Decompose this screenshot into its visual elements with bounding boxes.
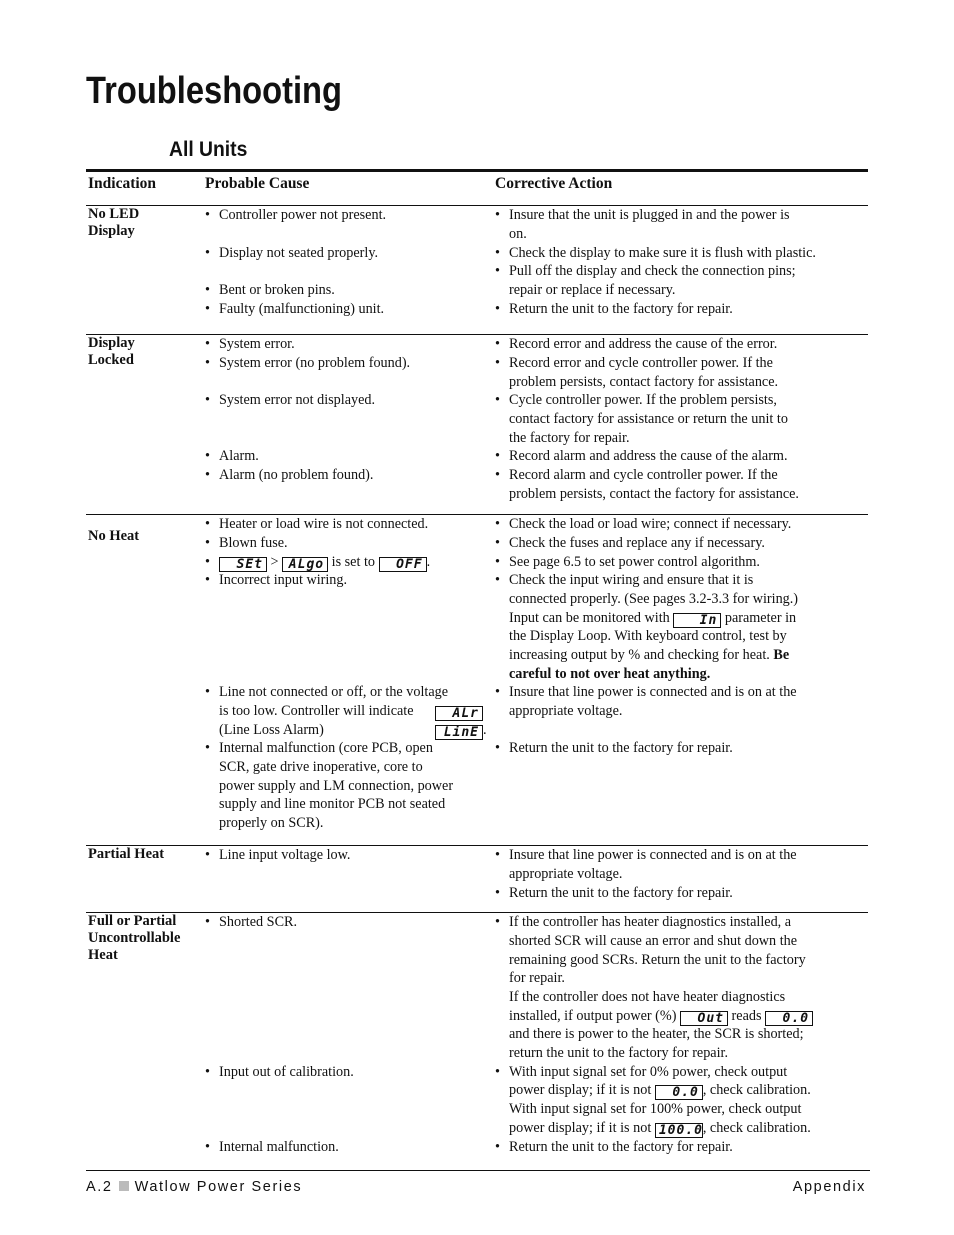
display-out: Out xyxy=(680,1011,728,1026)
header-cause: Probable Cause xyxy=(205,175,310,192)
indication-cell: Full or Partial Uncontrollable Heat xyxy=(88,913,181,963)
indication-cell: No Heat xyxy=(88,528,140,544)
display-line: LinE xyxy=(435,725,483,740)
page-number: A.2 xyxy=(86,1179,113,1195)
display-set: SEt xyxy=(219,557,267,572)
display-alr: ALr xyxy=(435,706,483,721)
table-row: Partial Heat • Line input voltage low. • Insure that line power is connected and is on at the appropriate voltage. • Return the unit to the factory for repair. xyxy=(86,846,868,913)
header-indication: Indication xyxy=(88,175,157,192)
display-in: In xyxy=(673,613,721,628)
section-name: Appendix xyxy=(792,1179,866,1195)
page-title: Troubleshooting xyxy=(86,70,342,112)
indication-cell: Display Locked xyxy=(88,335,135,368)
table-header xyxy=(86,169,868,206)
display-algo: ALgo xyxy=(282,557,328,572)
indication-cell: Partial Heat xyxy=(88,846,165,862)
display-off: OFF xyxy=(379,557,427,572)
troubleshooting-table xyxy=(86,169,868,1163)
display-zero: 0.0 xyxy=(655,1085,703,1100)
table-row: Display Locked • System error. • System error (no problem found). • System error not displayed. • Alarm. • Alarm (no problem found). • Record error and address the cause of the error. • Record error and cycle controller power. If the problem persists, contact factory for assistance. • Cycle controller power. If the problem persists, contact factory for assistance or return the unit to the factory for repair. • Record alarm and address the cause of the alarm. • Record alarm and cycle controller power. If the problem persists, contact the factory for assistance. xyxy=(86,335,868,515)
square-bullet-icon xyxy=(119,1181,129,1191)
display-hundred: 100.0 xyxy=(655,1123,703,1138)
section-subtitle: All Units xyxy=(169,138,248,161)
indication-cell: No LED Display xyxy=(88,206,140,239)
series-name: Watlow Power Series xyxy=(134,1179,303,1195)
header-action: Corrective Action xyxy=(495,175,613,192)
table-row: No Heat • Heater or load wire is not connected. • Blown fuse. • SEt > ALgo is set to OFF . • Incorrect input wiring. • Line not connected or off, or the voltage is too low. Controller will indicate ALr (Line Loss Alarm) LinE . • Internal malfunction (core PCB, open SCR, gate drive inoperative, core to power supply and LM connection, power supply and line monitor PCB not seated properly on SCR). • Check the load or load wire; connect if necessary. • Check the fuses and replace any if necessary. • See page 6.5 to set power control algorithm. • Check the input wiring and ensure that it is connected properly. (See pages 3.2-3.3 for wiring.) Input can be monitored with In parameter in the Display Loop. With keyboard control, test by increasing output by % and checking for heat. Be careful to not over heat anything. • Insure that line power is connected and is on at the appropriate voltage. • Return the unit to the factory for repair. xyxy=(86,515,868,846)
table-row: Full or Partial Uncontrollable Heat • Shorted SCR. • Input out of calibration. • Internal malfunction. • If the controller has heater diagnostics installed, a shorted SCR will cause an error and shut down the remaining good SCRs. Return the unit to the factory for repair. If the controller does not have heater diagnostics installed, if output power (%) Out reads 0.0 and there is power to the heater, the SCR is shorted; return the unit to the factory for repair. • With input signal set for 0% power, check output power display; if it is not 0.0 , check calibration. With input signal set for 100% power, check output power display; if it is not 100.0, check calibration. • Return the unit to the factory for repair. xyxy=(86,913,868,1163)
table-row: No LED Display • Controller power not present. • Display not seated properly. • Bent or broken pins. • Faulty (malfunctioning) unit. • Insure that the unit is plugged in and the power is on. • Check the display to make sure it is flush with plastic. • Pull off the display and check the connection pins; repair or replace if necessary. • Return the unit to the factory for repair. xyxy=(86,206,868,335)
display-zero: 0.0 xyxy=(765,1011,813,1026)
page-footer xyxy=(86,1170,870,1195)
